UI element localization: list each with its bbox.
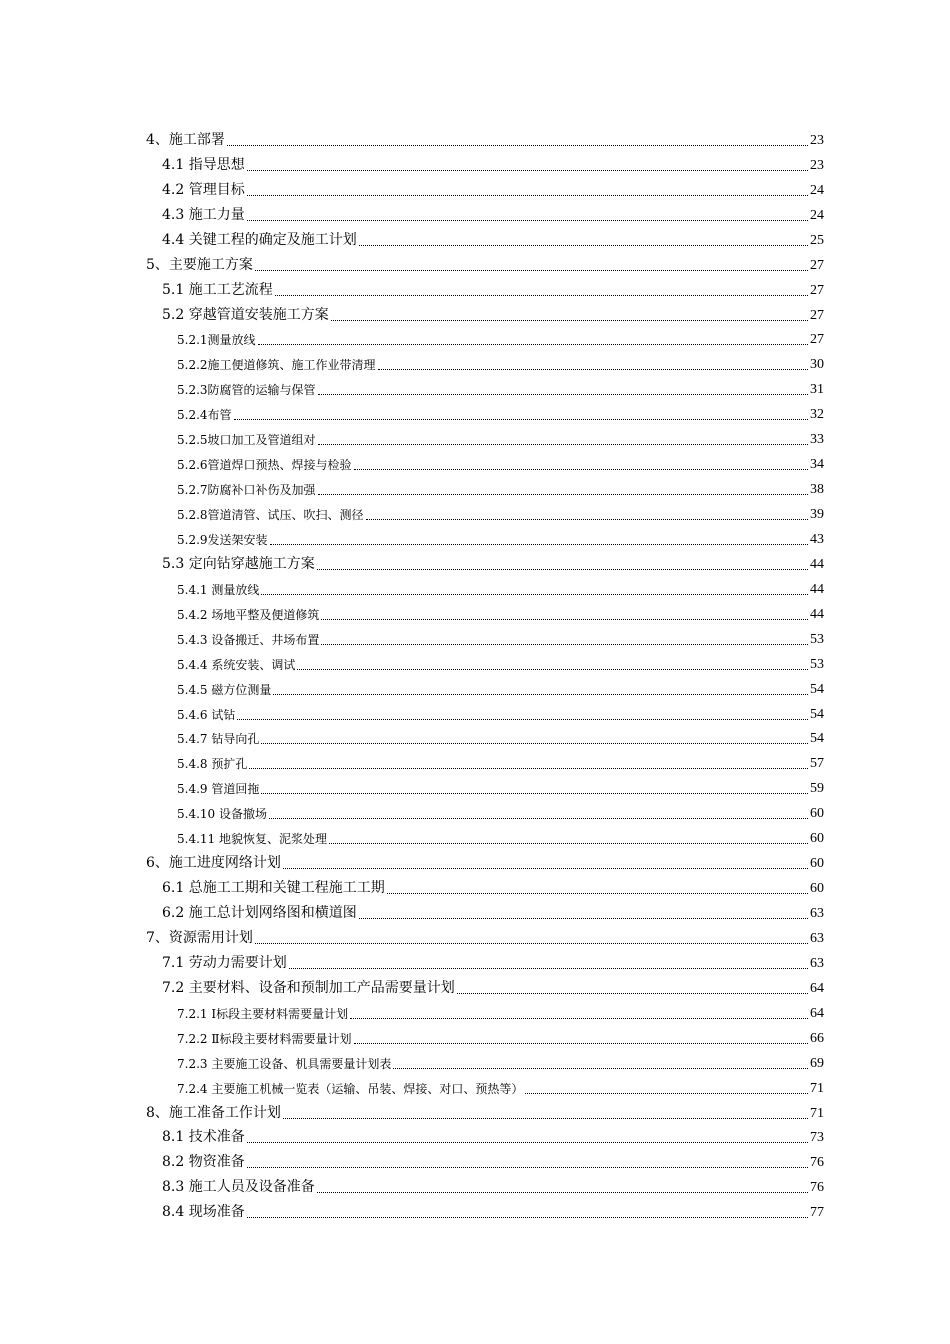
toc-entry-page-number: 33 [810, 432, 824, 448]
toc-entry-page-number: 38 [810, 482, 824, 498]
toc-entry-title: 5.1 施工工艺流程 [162, 281, 273, 298]
toc-entry-title: 5.2.8管道清管、试压、吹扫、测径 [177, 508, 364, 522]
toc-entry[interactable] [146, 725, 824, 750]
toc-entry[interactable] [146, 1049, 824, 1074]
dot-leader [234, 419, 808, 420]
dot-leader [350, 1018, 808, 1019]
toc-entry-page-number: 44 [810, 581, 824, 597]
toc-entry-page-number: 54 [810, 731, 824, 747]
toc-entry[interactable] [146, 176, 824, 201]
toc-entry[interactable] [146, 276, 824, 301]
toc-entry-title: 5.4.11 地貌恢复、泥浆处理 [177, 832, 327, 847]
toc-entry[interactable] [146, 974, 824, 999]
dot-leader [318, 394, 808, 395]
dot-leader [261, 594, 808, 595]
dot-leader [258, 344, 808, 345]
toc-entry-page-number: 60 [810, 806, 824, 822]
toc-entry[interactable] [146, 700, 824, 725]
toc-entry-page-number: 66 [810, 1030, 824, 1046]
toc-entry-page-number: 39 [810, 507, 824, 522]
toc-entry-page-number: 64 [810, 980, 824, 996]
toc-entry[interactable] [146, 326, 824, 351]
dot-leader [227, 145, 808, 146]
dot-leader [273, 694, 808, 695]
toc-entry-page-number: 73 [810, 1130, 824, 1146]
toc-entry-page-number: 27 [810, 332, 824, 348]
toc-entry-page-number: 63 [810, 930, 824, 946]
dot-leader [317, 569, 808, 570]
dot-leader [331, 320, 808, 321]
dot-leader [283, 868, 808, 869]
toc-entry[interactable] [146, 151, 824, 176]
toc-entry-title: 5.4.2 场地平整及便道修筑 [177, 607, 320, 622]
toc-entry-page-number: 60 [810, 856, 824, 872]
dot-leader [237, 719, 808, 720]
toc-entry-page-number: 64 [810, 1005, 824, 1021]
dot-leader [283, 1118, 808, 1119]
toc-entry-page-number: 44 [810, 556, 824, 572]
dot-leader [359, 245, 808, 246]
toc-entry[interactable] [146, 1198, 824, 1223]
toc-entry-page-number: 27 [810, 282, 824, 298]
toc-entry-page-number: 77 [810, 1205, 824, 1221]
toc-entry-title: 5.3 定向钻穿越施工方案 [162, 555, 315, 572]
toc-entry-page-number: 25 [810, 232, 824, 248]
toc-entry[interactable] [146, 774, 824, 799]
toc-entry-title: 7.2.2 Ⅱ标段主要材料需要量计划 [177, 1031, 352, 1046]
dot-leader [261, 793, 808, 794]
toc-entry-page-number: 69 [810, 1055, 824, 1071]
dot-leader [269, 818, 808, 819]
toc-entry-title: 5.2.5坡口加工及管道组对 [177, 433, 316, 448]
toc-entry-title: 7.2 主要材料、设备和预制加工产品需要量计划 [162, 979, 455, 996]
toc-entry[interactable] [146, 251, 824, 276]
dot-leader [247, 195, 808, 196]
toc-entry-page-number: 76 [810, 1180, 824, 1196]
dot-leader [525, 1093, 808, 1094]
dot-leader [261, 743, 808, 744]
dot-leader [378, 369, 808, 370]
toc-entry[interactable] [146, 849, 824, 874]
toc-entry-title: 4、施工部署 [146, 131, 225, 148]
toc-entry-page-number: 27 [810, 257, 824, 273]
toc-entry-title: 8.1 技术准备 [162, 1129, 245, 1146]
toc-entry-page-number: 63 [810, 955, 824, 971]
toc-entry-page-number: 71 [810, 1080, 824, 1096]
toc-entry[interactable] [146, 475, 824, 500]
toc-entry-title: 8.2 物资准备 [162, 1154, 245, 1171]
toc-entry[interactable] [146, 874, 824, 899]
toc-entry-title: 6.1 总施工工期和关键工程施工工期 [162, 880, 385, 897]
toc-entry[interactable] [146, 999, 824, 1024]
toc-entry-title: 6、施工进度网络计划 [146, 855, 281, 872]
dot-leader [247, 170, 808, 171]
toc-entry-title: 5.2.4布管 [177, 408, 232, 423]
dot-leader [354, 1043, 808, 1044]
toc-entry-title: 5.2.9发送架安装 [177, 532, 268, 547]
toc-entry-title: 5.2.2施工便道修筑、施工作业带清理 [177, 358, 376, 373]
toc-entry-page-number: 23 [810, 132, 824, 148]
toc-entry-title: 4.3 施工力量 [162, 206, 245, 223]
dot-leader [275, 295, 808, 296]
dot-leader [366, 519, 808, 520]
toc-entry-title: 7.2.1 Ⅰ标段主要材料需要量计划 [177, 1006, 349, 1021]
toc-entry-title: 5.4.10 设备撤场 [177, 807, 267, 822]
toc-entry-page-number: 53 [810, 631, 824, 647]
toc-entry[interactable] [146, 450, 824, 475]
table-of-contents [146, 126, 824, 1223]
dot-leader [255, 270, 808, 271]
toc-entry[interactable] [146, 550, 824, 575]
toc-entry-page-number: 44 [810, 606, 824, 622]
toc-entry[interactable] [146, 500, 824, 525]
toc-entry-page-number: 57 [810, 756, 824, 772]
toc-entry-page-number: 54 [810, 681, 824, 697]
toc-entry-page-number: 34 [810, 457, 824, 473]
toc-entry-page-number: 54 [810, 706, 824, 722]
toc-entry-page-number: 31 [810, 382, 824, 398]
dot-leader [247, 1167, 808, 1168]
dot-leader [247, 220, 808, 221]
toc-entry-page-number: 60 [810, 881, 824, 897]
toc-entry[interactable] [146, 675, 824, 700]
toc-entry[interactable] [146, 924, 824, 949]
toc-entry-title: 5、主要施工方案 [146, 256, 253, 273]
toc-entry[interactable] [146, 799, 824, 824]
dot-leader [318, 444, 808, 445]
toc-entry-title: 4.4 关键工程的确定及施工计划 [162, 231, 357, 248]
toc-entry-title: 5.4.1 测量放线 [177, 582, 260, 597]
dot-leader [289, 968, 808, 969]
toc-entry-title: 5.4.8 预扩孔 [177, 757, 248, 772]
dot-leader [270, 544, 808, 545]
toc-entry-title: 5.2.3防腐管的运输与保管 [177, 383, 316, 398]
toc-entry-title: 5.2 穿越管道安装施工方案 [162, 306, 329, 323]
toc-entry-page-number: 24 [810, 182, 824, 198]
toc-entry[interactable] [146, 600, 824, 625]
toc-entry[interactable] [146, 1148, 824, 1173]
dot-leader [321, 644, 808, 645]
dot-leader [247, 1142, 808, 1143]
dot-leader [297, 669, 808, 670]
toc-entry[interactable] [146, 201, 824, 226]
toc-entry[interactable] [146, 650, 824, 675]
toc-entry[interactable] [146, 525, 824, 550]
toc-entry-title: 8.4 现场准备 [162, 1204, 245, 1221]
toc-entry[interactable] [146, 425, 824, 450]
toc-entry-title: 4.1 指导思想 [162, 156, 245, 173]
toc-entry-title: 7、资源需用计划 [146, 929, 253, 946]
dot-leader [329, 843, 808, 844]
dot-leader [255, 943, 808, 944]
dot-leader [387, 893, 808, 894]
toc-entry[interactable] [146, 749, 824, 774]
toc-entry-page-number: 59 [810, 781, 824, 797]
toc-entry-title: 5.4.6 试钻 [177, 707, 236, 722]
dot-leader [354, 469, 808, 470]
toc-entry-page-number: 27 [810, 307, 824, 323]
dot-leader [249, 768, 808, 769]
toc-entry-page-number: 76 [810, 1155, 824, 1171]
dot-leader [457, 993, 808, 994]
toc-entry-title: 5.4.4 系统安装、调试 [177, 657, 296, 672]
toc-entry[interactable] [146, 575, 824, 600]
toc-entry-title: 4.2 管理目标 [162, 181, 245, 198]
toc-entry-title: 5.2.6管道焊口预热、焊接与检验 [177, 458, 352, 473]
toc-entry[interactable] [146, 375, 824, 400]
toc-entry-title: 5.4.9 管道回拖 [177, 782, 260, 797]
toc-entry[interactable] [146, 301, 824, 326]
toc-entry[interactable] [146, 226, 824, 251]
toc-entry-page-number: 60 [810, 831, 824, 847]
toc-entry-page-number: 43 [810, 531, 824, 547]
toc-entry[interactable] [146, 949, 824, 974]
toc-entry-page-number: 71 [810, 1105, 824, 1121]
toc-entry-title: 7.1 劳动力需要计划 [162, 954, 287, 971]
toc-entry[interactable] [146, 1074, 824, 1099]
toc-entry[interactable] [146, 1024, 824, 1049]
toc-entry-page-number: 23 [810, 157, 824, 173]
toc-entry-title: 6.2 施工总计划网络图和横道图 [162, 905, 357, 921]
dot-leader [359, 918, 808, 919]
toc-entry-page-number: 32 [810, 407, 824, 423]
toc-entry[interactable] [146, 1124, 824, 1149]
dot-leader [247, 1217, 808, 1218]
toc-entry-page-number: 30 [810, 357, 824, 373]
toc-entry-title: 7.2.3 主要施工设备、机具需要量计划表 [177, 1056, 392, 1071]
toc-entry[interactable] [146, 126, 824, 151]
toc-entry[interactable] [146, 899, 824, 924]
toc-entry[interactable] [146, 1099, 824, 1124]
toc-entry-page-number: 24 [810, 207, 824, 223]
dot-leader [321, 619, 808, 620]
toc-entry-title: 7.2.4 主要施工机械一览表（运输、吊装、焊接、对口、预热等） [177, 1081, 524, 1096]
toc-entry-title: 5.4.7 钻导向孔 [177, 732, 260, 747]
toc-entry[interactable] [146, 350, 824, 375]
toc-entry-title: 8、施工准备工作计划 [146, 1104, 281, 1121]
toc-entry-page-number: 63 [810, 906, 824, 921]
toc-entry-title: 5.4.5 磁方位测量 [177, 682, 272, 697]
toc-entry-title: 5.2.7防腐补口补伤及加强 [177, 483, 316, 498]
dot-leader [393, 1068, 808, 1069]
dot-leader [317, 1192, 808, 1193]
toc-entry-title: 5.4.3 设备搬迁、井场布置 [177, 632, 320, 647]
toc-entry[interactable] [146, 625, 824, 650]
toc-entry[interactable] [146, 824, 824, 849]
dot-leader [318, 494, 808, 495]
toc-entry-title: 8.3 施工人员及设备准备 [162, 1179, 315, 1196]
toc-entry-title: 5.2.1测量放线 [177, 333, 256, 348]
toc-entry[interactable] [146, 400, 824, 425]
toc-entry[interactable] [146, 1173, 824, 1198]
toc-entry-page-number: 53 [810, 656, 824, 672]
